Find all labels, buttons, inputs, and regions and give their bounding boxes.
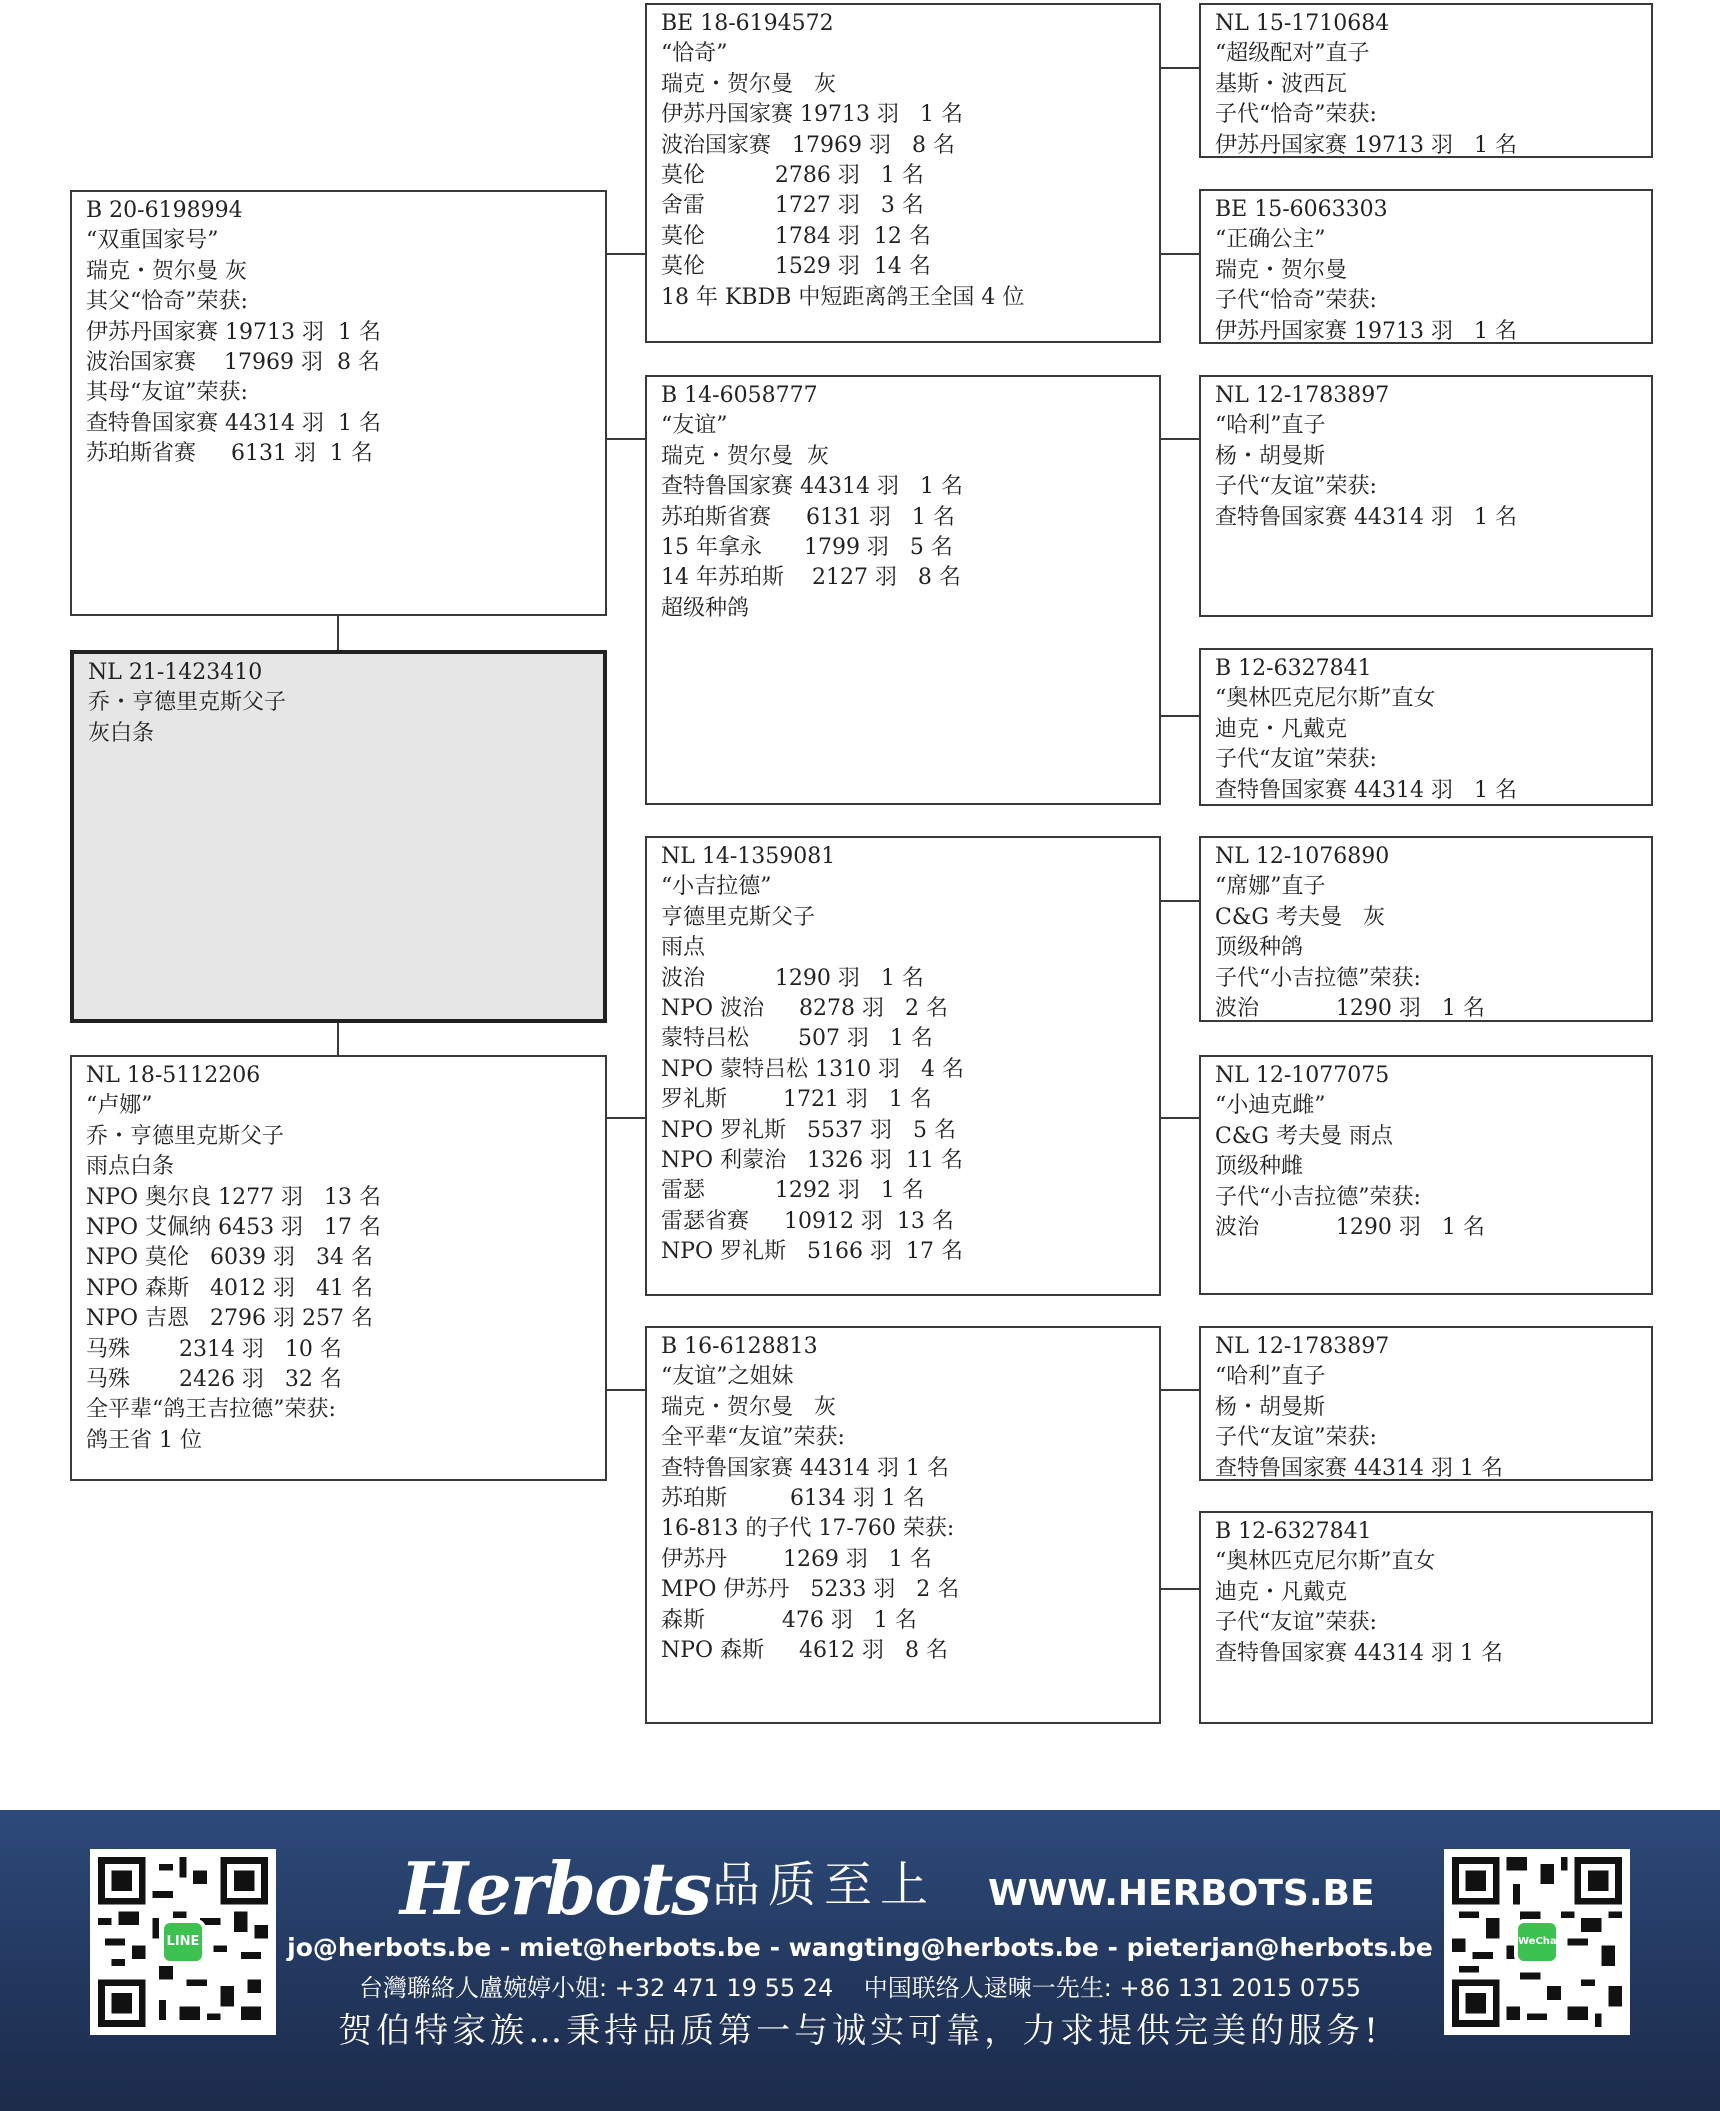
pedigree-line: 苏珀斯省赛 6131 羽 1 名 — [661, 504, 955, 530]
pedigree-line: 子代“友谊”荣获: — [1215, 1610, 1377, 1636]
pedigree-line: 波治国家赛 17969 羽 8 名 — [86, 349, 380, 375]
pedigree-line: 伊苏丹国家赛 19713 羽 1 名 — [1215, 132, 1517, 158]
pedigree-line: 查特鲁国家赛 44314 羽 1 名 — [661, 474, 963, 500]
website-link[interactable]: WWW.HERBOTS.BE — [988, 1873, 1375, 1914]
connector-sire-subject — [337, 615, 339, 651]
pedigree-line: NPO 森斯 4612 羽 8 名 — [661, 1637, 948, 1663]
pedigree-line: 查特鲁国家赛 44314 羽 1 名 — [1215, 504, 1517, 530]
pedigree-line: 查特鲁国家赛 44314 羽 1 名 — [661, 1455, 949, 1481]
pedigree-line: “哈利”直子 — [1215, 1364, 1326, 1390]
pedigree-line: 其父“恰奇”荣获: — [86, 289, 248, 315]
pedigree-line: 子代“友谊”荣获: — [1215, 474, 1377, 500]
connector-g7 — [1160, 1389, 1200, 1391]
pedigree-line: 18 年 KBDB 中短距离鸽王全国 4 位 — [661, 284, 1025, 310]
pedigree-line: “奥林匹克尼尔斯”直女 — [1215, 1549, 1436, 1575]
pedigree-line: 鸽王省 1 位 — [86, 1427, 202, 1453]
ring-number: NL 12-1077075 — [1215, 1063, 1390, 1088]
pedigree-card-g8 — [1199, 1511, 1653, 1724]
pedigree-line: 查特鲁国家赛 44314 羽 1 名 — [86, 410, 381, 436]
connector-sire-out — [606, 253, 646, 255]
pedigree-line: 瑞克・贺尔曼 灰 — [661, 1394, 836, 1420]
connector-g8 — [1160, 1588, 1200, 1590]
pedigree-line: 伊苏丹 1269 羽 1 名 — [661, 1546, 932, 1572]
connector-g1 — [1160, 67, 1200, 69]
pedigree-line: 伊苏丹国家赛 19713 羽 1 名 — [1215, 318, 1517, 344]
pedigree-card-dam-dam — [645, 1326, 1161, 1724]
pedigree-card-g6 — [1199, 1055, 1653, 1295]
pedigree-card-sire — [70, 190, 607, 616]
pedigree-line: C&G 考夫曼 灰 — [1215, 904, 1385, 930]
pedigree-line: 子代“小吉拉德”荣获: — [1215, 965, 1421, 991]
qr-code-line[interactable] — [90, 1849, 276, 2035]
line-app-icon: LINE — [160, 1919, 206, 1965]
pedigree-line: “恰奇” — [661, 41, 728, 67]
ring-number: BE 18-6194572 — [661, 11, 834, 36]
ring-number: NL 12-1783897 — [1215, 383, 1390, 408]
pedigree-line: 舍雷 1727 羽 3 名 — [661, 193, 924, 219]
pedigree-line: 波治国家赛 17969 羽 8 名 — [661, 132, 955, 158]
pedigree-line: 伊苏丹国家赛 19713 羽 1 名 — [661, 102, 963, 128]
ring-number: BE 15-6063303 — [1215, 197, 1388, 222]
pedigree-line: 罗礼斯 1721 羽 1 名 — [661, 1087, 932, 1113]
pedigree-line: 波治 1290 羽 1 名 — [661, 965, 924, 991]
connector-dam-in — [606, 1389, 646, 1391]
pedigree-line: 苏珀斯 6134 羽 1 名 — [661, 1485, 925, 1511]
pedigree-line: “友谊”之姐妹 — [661, 1364, 794, 1390]
connector-g5 — [1160, 900, 1200, 902]
pedigree-line: 蒙特吕松 507 羽 1 名 — [661, 1026, 933, 1052]
pedigree-line: “小迪克雌” — [1215, 1093, 1326, 1119]
pedigree-line: NPO 利蒙治 1326 羽 11 名 — [661, 1147, 964, 1173]
pedigree-line: 查特鲁国家赛 44314 羽 1 名 — [1215, 777, 1517, 803]
pedigree-line: 马殊 2314 羽 10 名 — [86, 1336, 342, 1362]
pedigree-line: 莫伦 1784 羽 12 名 — [661, 223, 931, 249]
pedigree-line: NPO 莫伦 6039 羽 34 名 — [86, 1245, 374, 1271]
connector-g3 — [1160, 438, 1200, 440]
ring-number: B 14-6058777 — [661, 383, 818, 408]
pedigree-line: 瑞克・贺尔曼 灰 — [661, 71, 836, 97]
pedigree-line: 马殊 2426 羽 32 名 — [86, 1366, 342, 1392]
pedigree-line: 灰白条 — [88, 720, 155, 746]
pedigree-line: 顶级种雌 — [1215, 1154, 1304, 1180]
pedigree-line: 杨・胡曼斯 — [1215, 1394, 1326, 1420]
pedigree-line: 全平辈“友谊”荣获: — [661, 1425, 845, 1451]
pedigree-line: 伊苏丹国家赛 19713 羽 1 名 — [86, 319, 381, 345]
pedigree-card-g4 — [1199, 648, 1653, 806]
pedigree-line: 雷瑟省赛 10912 羽 13 名 — [661, 1208, 954, 1234]
pedigree-line: NPO 罗礼斯 5166 羽 17 名 — [661, 1239, 964, 1265]
pedigree-line: 雷瑟 1292 羽 1 名 — [661, 1178, 924, 1204]
pedigree-line: NPO 波治 8278 羽 2 名 — [661, 995, 948, 1021]
pedigree-line: 查特鲁国家赛 44314 羽 1 名 — [1215, 1455, 1503, 1481]
pedigree-line: 子代“小吉拉德”荣获: — [1215, 1184, 1421, 1210]
ring-number: NL 12-1076890 — [1215, 844, 1390, 869]
ring-number: B 16-6128813 — [661, 1334, 818, 1359]
pedigree-card-subject — [70, 650, 607, 1023]
pedigree-line: “小吉拉德” — [661, 874, 772, 900]
contact-phones: 台灣聯絡人盧婉婷小姐: +32 471 19 55 24 中国联络人逯暕一先生: +86 131 2015 0755 — [358, 1974, 1362, 2002]
pedigree-card-sire-sire — [645, 3, 1161, 343]
email-links[interactable]: jo@herbots.be - miet@herbots.be - wangting@herbots.be - pieterjan@herbots.be — [287, 1933, 1433, 1962]
pedigree-card-dam-sire — [645, 836, 1161, 1296]
pedigree-line: 查特鲁国家赛 44314 羽 1 名 — [1215, 1640, 1503, 1666]
pedigree-line: “超级配对”直子 — [1215, 41, 1370, 67]
wechat-app-icon: WeChat — [1514, 1919, 1560, 1965]
pedigree-line: 苏珀斯省赛 6131 羽 1 名 — [86, 441, 373, 467]
pedigree-line: 基斯・波西瓦 — [1215, 71, 1348, 97]
pedigree-line: 瑞克・贺尔曼 — [1215, 257, 1348, 283]
pedigree-line: 16-813 的子代 17-760 荣获: — [661, 1516, 955, 1542]
pedigree-line: 瑞克・贺尔曼 灰 — [86, 258, 247, 284]
pedigree-line: “正确公主” — [1215, 227, 1326, 253]
pedigree-line: 雨点白条 — [86, 1154, 175, 1180]
connector-g4 — [1160, 715, 1200, 717]
pedigree-line: 超级种鸽 — [661, 595, 750, 621]
pedigree-card-g2 — [1199, 189, 1653, 344]
pedigree-line: 15 年拿永 1799 羽 5 名 — [661, 534, 953, 560]
ring-number: NL 15-1710684 — [1215, 11, 1390, 36]
pedigree-card-g5 — [1199, 836, 1653, 1022]
ring-number: NL 21-1423410 — [88, 660, 263, 685]
pedigree-line: 波治 1290 羽 1 名 — [1215, 1214, 1485, 1240]
ring-number: NL 14-1359081 — [661, 844, 836, 869]
pedigree-line: 雨点 — [661, 935, 706, 961]
motto-text: 贺伯特家族…秉持品质第一与诚实可靠，力求提供完美的服务! — [338, 2011, 1382, 2051]
pedigree-line: 14 年苏珀斯 2127 羽 8 名 — [661, 565, 961, 591]
pedigree-line: 波治 1290 羽 1 名 — [1215, 995, 1485, 1021]
pedigree-line: 乔・亨德里克斯父子 — [86, 1123, 285, 1149]
connector-g2 — [1160, 253, 1200, 255]
pedigree-line: 杨・胡曼斯 — [1215, 443, 1326, 469]
connector-dam-out — [606, 1117, 646, 1119]
pedigree-line: 瑞克・贺尔曼 灰 — [661, 443, 829, 469]
pedigree-card-dam — [70, 1055, 607, 1481]
pedigree-line: C&G 考夫曼 雨点 — [1215, 1123, 1393, 1149]
ring-number: B 12-6327841 — [1215, 1519, 1372, 1544]
pedigree-line: 顶级种鸽 — [1215, 935, 1304, 961]
pedigree-line: NPO 森斯 4012 羽 41 名 — [86, 1275, 374, 1301]
pedigree-line: NPO 吉恩 2796 羽 257 名 — [86, 1306, 374, 1332]
pedigree-line: NPO 罗礼斯 5537 羽 5 名 — [661, 1117, 957, 1143]
qr-code-wechat[interactable] — [1444, 1849, 1630, 2035]
ring-number: NL 12-1783897 — [1215, 1334, 1390, 1359]
herbots-logo: Herbots — [400, 1846, 710, 1931]
pedigree-line: 乔・亨德里克斯父子 — [88, 690, 287, 716]
pedigree-card-sire-dam — [645, 375, 1161, 805]
ring-number: B 20-6198994 — [86, 198, 243, 223]
connector-subject-dam — [337, 1022, 339, 1056]
pedigree-line: 迪克・凡戴克 — [1215, 1579, 1348, 1605]
pedigree-line: “双重国家号” — [86, 228, 219, 254]
pedigree-line: 子代“友谊”荣获: — [1215, 747, 1377, 773]
pedigree-line: NPO 蒙特吕松 1310 羽 4 名 — [661, 1056, 965, 1082]
ring-number: B 12-6327841 — [1215, 656, 1372, 681]
pedigree-line: MPO 伊苏丹 5233 羽 2 名 — [661, 1577, 960, 1603]
slogan-text: 品质至上 — [712, 1857, 937, 1913]
pedigree-line: 子代“恰奇”荣获: — [1215, 102, 1377, 128]
pedigree-line: “卢娜” — [86, 1093, 153, 1119]
pedigree-card-g1 — [1199, 3, 1653, 158]
ring-number: NL 18-5112206 — [86, 1063, 261, 1088]
pedigree-card-g3 — [1199, 375, 1653, 617]
pedigree-line: NPO 艾佩纳 6453 羽 17 名 — [86, 1214, 382, 1240]
pedigree-line: NPO 奥尔良 1277 羽 13 名 — [86, 1184, 382, 1210]
pedigree-line: 森斯 476 羽 1 名 — [661, 1607, 917, 1633]
pedigree-line: 子代“友谊”荣获: — [1215, 1425, 1377, 1451]
pedigree-line: 全平辈“鸽王吉拉德”荣获: — [86, 1397, 336, 1423]
pedigree-line: 莫伦 2786 羽 1 名 — [661, 162, 924, 188]
pedigree-card-g7 — [1199, 1326, 1653, 1481]
pedigree-line: “友谊” — [661, 413, 728, 439]
pedigree-line: “席娜”直子 — [1215, 874, 1326, 900]
pedigree-line: 迪克・凡戴克 — [1215, 716, 1348, 742]
pedigree-line: “奥林匹克尼尔斯”直女 — [1215, 686, 1436, 712]
pedigree-line: 子代“恰奇”荣获: — [1215, 288, 1377, 314]
connector-g6 — [1160, 1117, 1200, 1119]
pedigree-line: 其母“友谊”荣获: — [86, 380, 248, 406]
pedigree-line: 亨德里克斯父子 — [661, 904, 816, 930]
pedigree-line: 莫伦 1529 羽 14 名 — [661, 254, 931, 280]
connector-sire-in — [606, 438, 646, 440]
pedigree-line: “哈利”直子 — [1215, 413, 1326, 439]
